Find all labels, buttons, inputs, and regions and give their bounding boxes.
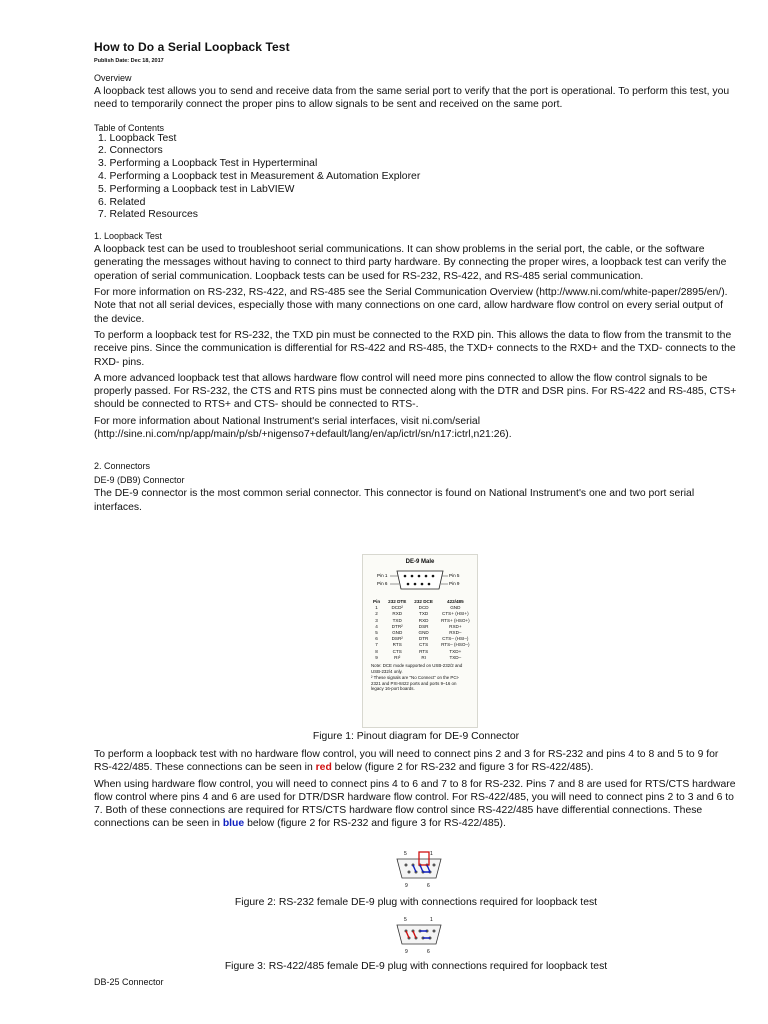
table-cell: DCD²: [391, 605, 403, 611]
table-cell: DCD: [418, 605, 429, 611]
table-cell: 6: [375, 636, 378, 642]
table-header: 232 DTE: [388, 599, 407, 604]
table-cell: TXD–: [449, 654, 462, 660]
table-cell: 2: [375, 611, 378, 617]
text-span: When using hardware flow control, you will need to connect pins 4 to 6 and 7 to 8 for RS-232. Pins 7 and 8 are used for RTS/CTS hardware flow control where pins 4 and 6 are used for DTR/DSR hardware flow control. For RS-422/485, you will need to connect pins 2 to 3 and 6 to 7. Both of these connections are required for RTS/CTS hardware flow control since RS-422/485 have differential connections. These connections can be seen in: [94, 778, 736, 830]
figure2-caption: Figure 2: RS-232 female DE-9 plug with connections required for loopback test: [234, 897, 598, 908]
toc-item[interactable]: 2. Connectors: [98, 145, 163, 157]
overview-heading: Overview: [94, 73, 132, 83]
figure3-caption: Figure 3: RS-422/485 female DE-9 plug with connections required for loopback test: [224, 961, 608, 972]
db25-subheading: DB-25 Connector: [94, 977, 164, 987]
loopback-text-block: [94, 748, 738, 831]
diagram-footnote: ² These signals are "No Connect" on the PCI-2321 and PXI-8422 ports and ports 9–16 on legacy 16-port boards.: [371, 675, 460, 692]
table-cell: DTR: [418, 636, 429, 642]
section1-paragraph: A more advanced loopback test that allows hardware flow control will need more pins connected to allow the flow control signals to be properly passed. For RS-232, the CTS and RTS pins must be connected along with the DTR and DSR pins. For RS-422 and RS-485, CTS+ should be connected to RTS+ and CTS- should be connected to RTS-.: [94, 372, 737, 411]
table-cell: RI²: [394, 654, 401, 660]
pinout-table: [369, 599, 474, 661]
table-cell: 3: [375, 617, 378, 623]
table-cell: RTS+ (HSO+): [440, 617, 470, 623]
document-page: [94, 40, 738, 514]
de9-subheading: DE-9 (DB9) Connector: [94, 475, 185, 486]
publish-date: Publish Date: Dec 18, 2017: [94, 58, 164, 64]
toc-item[interactable]: 5. Performing a Loopback test in LabVIEW: [98, 183, 295, 195]
text-span: below (figure 2 for RS-232 and figure 3 for RS-422/485).: [331, 762, 594, 774]
blue-keyword: blue: [222, 818, 245, 830]
table-cell: 8: [375, 648, 378, 654]
table-row: [369, 655, 474, 661]
table-cell: 5: [375, 630, 378, 636]
table-cell: GND: [450, 605, 461, 611]
figure2-caption-wrap: [94, 897, 738, 908]
section1-heading: 1. Loopback Test: [94, 231, 162, 242]
red-keyword: red: [315, 762, 332, 774]
de9-intro: The DE-9 connector is the most common serial connector. This connector is found on National Instrument's one and two port serial interfaces.: [94, 488, 695, 513]
table-cell: CTS+ (HSI+): [442, 611, 469, 617]
rs422-de9-plug-icon: [393, 915, 445, 955]
table-cell: DTR²: [391, 623, 403, 629]
table-cell: RXD+: [449, 623, 462, 629]
table-header: 422/485: [447, 599, 464, 604]
table-cell: RTS: [392, 642, 402, 648]
table-cell: 9: [375, 654, 378, 660]
table-cell: TXD: [392, 617, 402, 623]
text-span: below (figure 2 for RS-232 and figure 3 for RS-422/485).: [244, 818, 506, 830]
plug-pin-label: 6: [427, 949, 430, 955]
pin1-label: Pin 1: [377, 573, 388, 578]
table-cell: GND: [392, 630, 403, 636]
plug-pin-label: 9: [405, 883, 408, 889]
section1-paragraph: For more information about National Instrument's serial interfaces, visit ni.com/serial (http://sine.ni.com/np/app/main/p/sb/+nigenso7+default/lang/en/ap/ictrl/sn/n17:ictrl,n21:26).: [94, 415, 512, 441]
table-cell: CTS– (HSI–): [442, 636, 469, 642]
toc-item[interactable]: 6. Related: [98, 196, 146, 208]
plug-pin-label: 1: [430, 851, 433, 857]
section1-paragraph: For more information on RS-232, RS-422, and RS-485 see the Serial Communication Overview (http://www.ni.com/white-paper/2895/en/). Note that not all serial devices, especially those with many connections on one card, allow hardware flow control on every serial output of the device.: [94, 287, 728, 325]
plug-pin-label: 6: [427, 883, 430, 889]
diagram-title: DE-9 Male: [405, 559, 435, 565]
toc-heading: Table of Contents: [94, 122, 165, 133]
table-cell: CTS: [419, 642, 429, 648]
figure1-caption-wrap: [94, 731, 738, 742]
flow-control-paragraph: [94, 778, 738, 831]
plug-pin-label: 9: [405, 949, 408, 955]
table-cell: TXD+: [449, 648, 462, 654]
table-cell: 1: [375, 605, 378, 611]
table-cell: RI: [421, 654, 426, 660]
toc-item[interactable]: 1. Loopback Test: [98, 132, 177, 144]
toc-item[interactable]: 3. Performing a Loopback Test in Hyperterminal: [98, 158, 318, 170]
toc-item[interactable]: 4. Performing a Loopback test in Measurement & Automation Explorer: [98, 170, 421, 182]
no-flow-control-paragraph: [94, 748, 738, 775]
text-span: To perform a loopback test with no hardware flow control, you will need to connect pins 2 and 3 for RS-232 and pins 4 to 8 and 5 to 9 for RS-422/485. These connections can be seen in: [94, 749, 719, 774]
plug-pin-label: 1: [430, 917, 433, 923]
table-cell: TXD: [419, 611, 429, 617]
de9-pinout-diagram: [362, 554, 478, 728]
figure3-caption-wrap: [94, 961, 738, 972]
pin5-label: Pin 5: [449, 573, 460, 578]
section1-paragraph: A loopback test can be used to troubleshoot serial communications. It can show problems in the serial port, the cable, or the software generating the messages without having to connect to third party hardware. By connecting the proper wires, a loopback test can verify the operation of serial communication. Loopback tests can be used for RS-232, RS-422, and RS-485 serial communication.: [94, 244, 727, 282]
table-cell: RTS: [419, 648, 429, 654]
pin9-label: Pin 9: [449, 581, 460, 586]
table-cell: RTS– (HSO–): [441, 642, 470, 648]
table-cell: RXD: [418, 617, 429, 623]
table-cell: GND: [418, 630, 429, 636]
table-cell: RXD–: [449, 630, 462, 636]
table-cell: RXD: [392, 611, 403, 617]
table-cell: DSR: [418, 623, 429, 629]
table-cell: CTS: [392, 648, 402, 654]
plug-pin-label: 5: [404, 851, 407, 857]
table-header: Pin: [373, 599, 381, 604]
overview-text: A loopback test allows you to send and receive data from the same serial port to verify that the port is operational. To perform this test, you need to temporarily connect the proper pins to allow signals to be sent and received on the same port.: [94, 86, 730, 111]
diagram-note: Note: DCE mode supported on USB-232/2 and USB-232/4 only.: [371, 663, 463, 674]
table-header: 232 DCE: [414, 599, 433, 604]
rs232-de9-plug-icon: [393, 849, 445, 889]
pin6-label: Pin 6: [377, 581, 388, 586]
section1-paragraph: To perform a loopback test for RS-232, the TXD pin must be connected to the RXD pin. This allows the data to flow from the transmit to the receive pins. Since the communication is differential for RS-422 and RS-485, the TXD+ connects to the RXD+ and the TXD- connects to the RXD- pins.: [94, 329, 736, 368]
table-cell: 4: [375, 623, 378, 629]
plug-pin-label: 5: [404, 917, 407, 923]
toc-list: [94, 133, 738, 223]
table-cell: 7: [375, 642, 378, 648]
toc-item[interactable]: 7. Related Resources: [98, 209, 198, 221]
de9-male-connector-icon: [363, 565, 477, 593]
figure1-caption: Figure 1: Pinout diagram for DE-9 Connector: [312, 731, 520, 742]
page-title: How to Do a Serial Loopback Test: [94, 40, 290, 54]
section2-heading: 2. Connectors: [94, 461, 151, 472]
table-cell: DSR²: [391, 636, 403, 642]
